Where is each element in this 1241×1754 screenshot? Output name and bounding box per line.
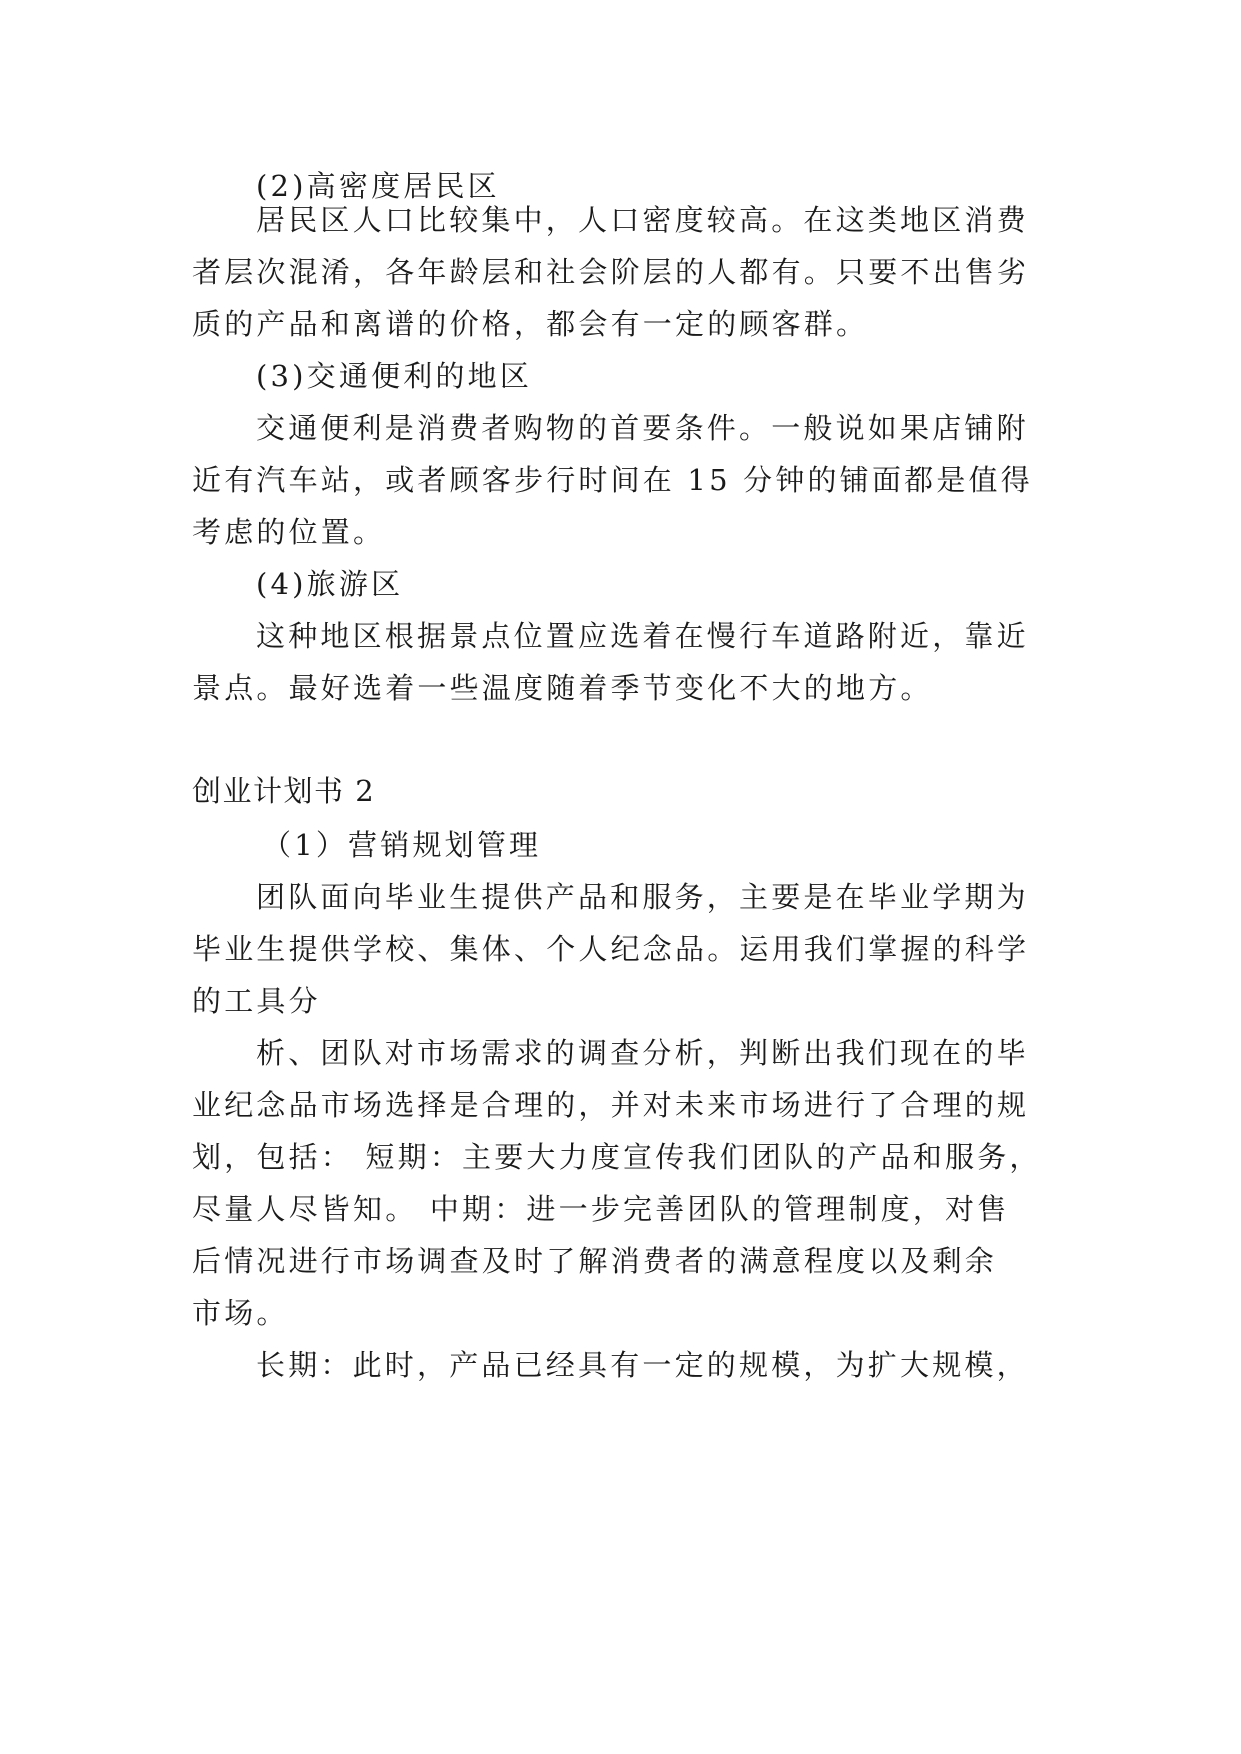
item4-body-line-2: 景点。最好选着一些温度随着季节变化不大的地方。 (192, 671, 933, 705)
para2-line-3: 划，包括： 短期：主要大力度宣传我们团队的产品和服务， (192, 1140, 1042, 1174)
item4-heading: (4)旅游区 (256, 567, 404, 601)
item3-body-line-1: 交通便利是消费者购物的首要条件。一般说如果店铺附 (256, 411, 1029, 445)
para1-line-1: 团队面向毕业生提供产品和服务，主要是在毕业学期为 (256, 880, 1029, 914)
para2-line-1: 析、团队对市场需求的调查分析，判断出我们现在的毕 (256, 1036, 1029, 1070)
item2-body-line-3: 质的产品和离谱的价格，都会有一定的顾客群。 (192, 307, 869, 341)
para1-line-3: 的工具分 (192, 984, 321, 1018)
para3-line-1: 长期：此时，产品已经具有一定的规模，为扩大规模， (256, 1348, 1029, 1382)
item4-body-line-1: 这种地区根据景点位置应选着在慢行车道路附近，靠近 (256, 619, 1029, 653)
item2-heading: (2)高密度居民区 (256, 169, 500, 203)
para2-line-5: 后情况进行市场调查及时了解消费者的满意程度以及剩余 (192, 1244, 998, 1278)
para1-line-2: 毕业生提供学校、集体、个人纪念品。运用我们掌握的科学 (192, 932, 1030, 966)
para2-line-2: 业纪念品市场选择是合理的，并对未来市场进行了合理的规 (192, 1088, 1030, 1122)
item3-body-line-3: 考虑的位置。 (192, 515, 386, 549)
section-title: 创业计划书 2 (192, 774, 376, 808)
item3-body-line-2: 近有汽车站，或者顾客步行时间在 15 分钟的铺面都是值得 (192, 463, 1033, 497)
item2-body-line-2: 者层次混淆，各年龄层和社会阶层的人都有。只要不出售劣 (192, 255, 1030, 289)
sub-heading: （1）营销规划管理 (262, 828, 542, 862)
item3-heading: (3)交通便利的地区 (256, 359, 533, 393)
item2-body-line-1: 居民区人口比较集中，人口密度较高。在这类地区消费 (256, 203, 1029, 237)
para2-line-6: 市场。 (192, 1296, 289, 1330)
para2-line-4: 尽量人尽皆知。 中期：进一步完善团队的管理制度，对售 (192, 1192, 1010, 1226)
